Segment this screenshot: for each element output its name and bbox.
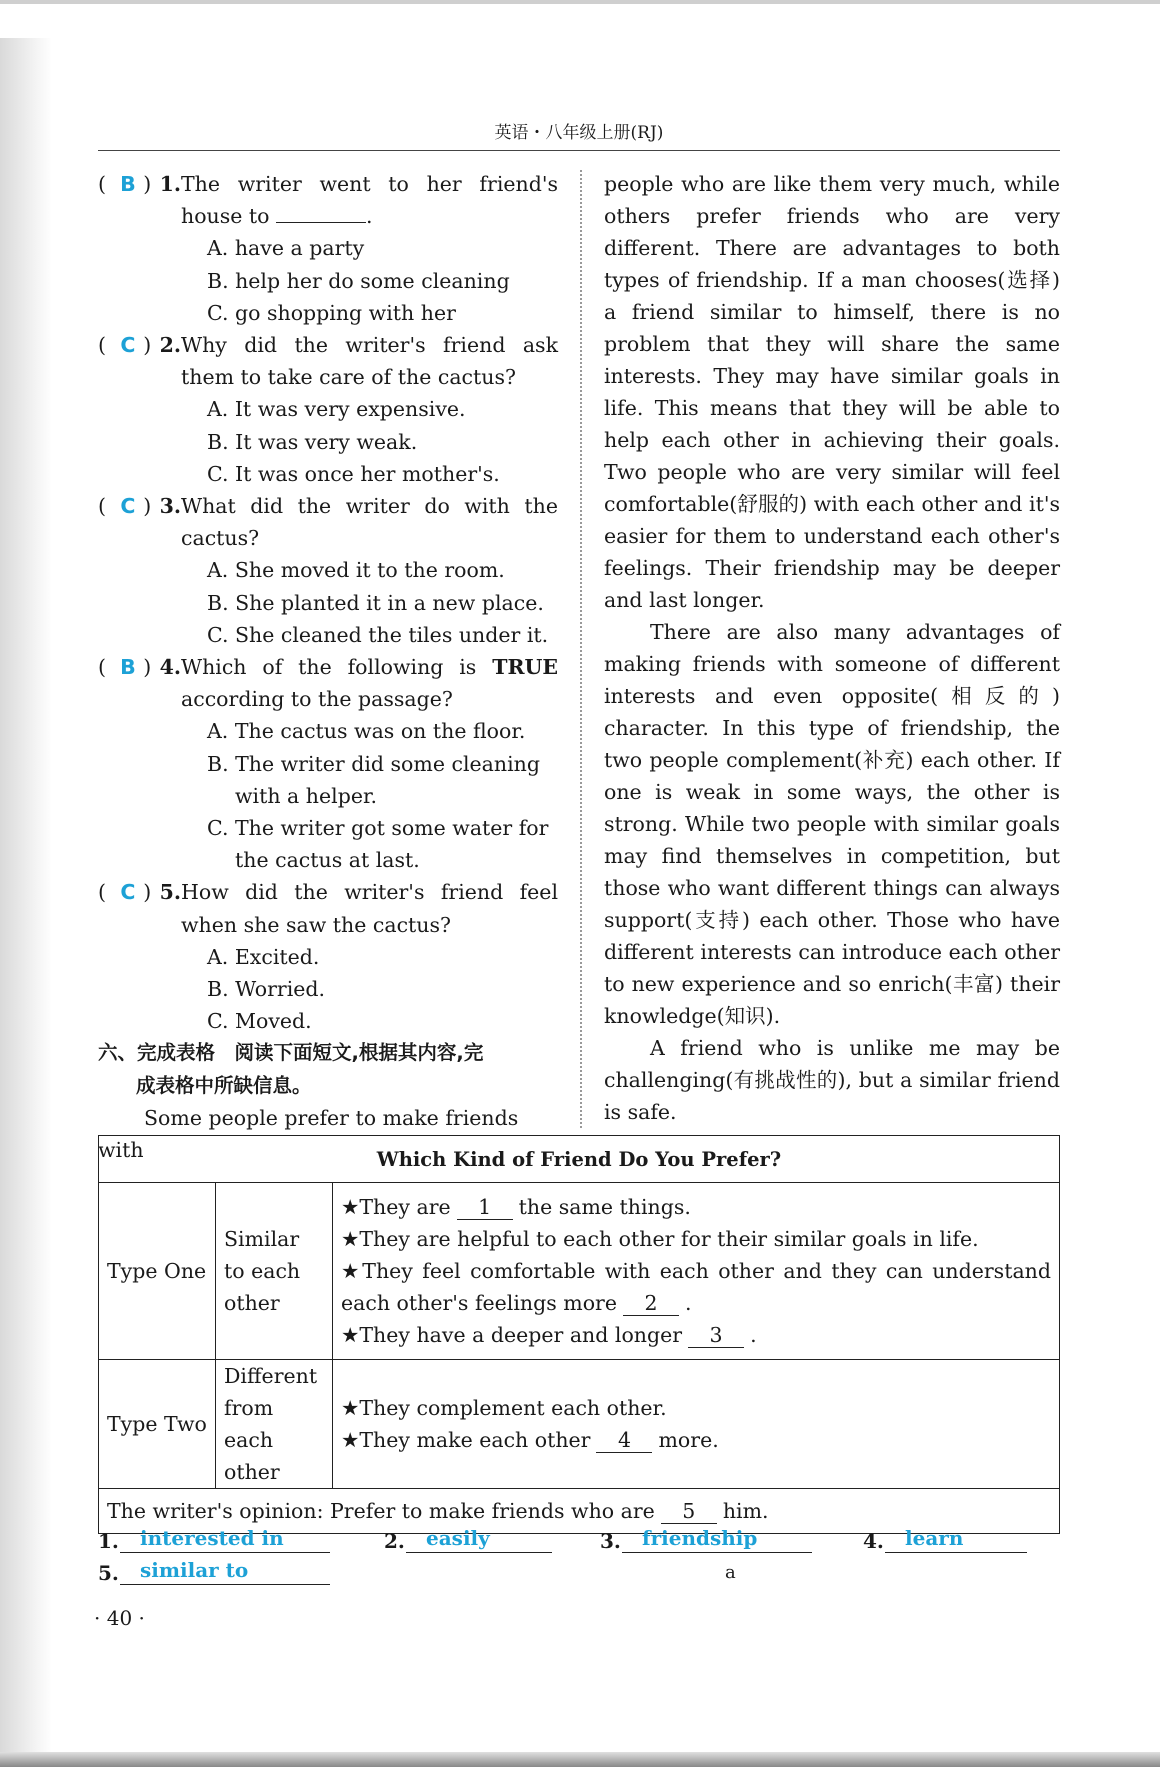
answer-item: 5. similar to [98,1556,330,1585]
answer-value: interested in [120,1524,330,1553]
answer-mark: B [120,655,136,680]
passage-intro: Some people prefer to make friends with [98,1105,519,1163]
option: B. It was very weak. [207,429,418,454]
passage-column [604,168,1060,1128]
option: A. She moved it to the room. [207,558,505,583]
passage-paragraph: people who are like them very much, while others prefer friends who are very different. There are advantages to both types of friendship. If a man chooses(选择) a friend similar to himself, there is no problem that they will share the same interests. They may have similar goals in life. This means that they will be able to help each other in achieving their goals. Two people who are very similar will feel comfortable(舒服的) with each other and it's easier for them to understand each other's feelings. Their friendship may be deeper and last longer. [604,172,1060,612]
friend-table [98,1135,1060,1534]
option: C. go shopping with her [207,300,456,325]
table-blank: 2 [623,1291,679,1316]
type-two-label: Type Two [99,1360,216,1489]
answer-mark: C [120,333,136,358]
passage-paragraph: There are also many advantages of making friends with someone of different interests and even opposite(相反的) character. In this type of friendship, the two people complement(补充) each other. If one is weak in some ways, the other is strong. While two people with similar goals may find themselves in competition, but those who want different things can always support(支持) each other. Those who have different interests can introduce each other to new experience and so enrich(丰富) their knowledge(知识). [604,620,1060,1028]
type-two-details: ★They complement each other. ★They make each other 4 more. [333,1360,1060,1489]
option: A. Excited. [207,944,320,969]
option: C. It was once her mother's. [207,461,500,486]
answer-mark: B [120,172,136,196]
option: B. The writer did some cleaning [207,751,540,776]
column-divider [580,170,582,1128]
option: B. help her do some cleaning [207,268,510,293]
answer-item: 1. interested in [98,1524,330,1553]
question-4: ( B ) 4. Which of the following is TRUE according to the passage? [98,651,558,715]
top-edge [0,0,1160,4]
option: A. The cactus was on the floor. [207,719,526,744]
question-2: ( C ) 2. Why did the writer's friend ask them to take care of the cactus? [98,329,558,393]
answer-item: 3. friendship [600,1524,812,1553]
page-header: 英语・八年级上册(RJ) [98,118,1060,151]
answer-mark: C [120,880,136,905]
answer-value: learn [885,1524,1027,1553]
answer-value: similar to [120,1556,330,1585]
type-one-desc: Similar to each other [216,1183,333,1360]
section-title-continued: 成表格中所缺信息。 [136,1073,312,1097]
table-title: Which Kind of Friend Do You Prefer? [99,1136,1060,1183]
option: A. It was very expensive. [207,397,466,422]
answer-item: 2. easily [384,1524,552,1553]
fill-blank [276,200,366,223]
option: B. Worried. [207,977,326,1002]
table-blank: 5 [661,1499,717,1524]
passage-paragraph: A friend who is unlike me may be challenging(有挑战性的), but a similar friend is safe. [604,1036,1060,1124]
question-5: ( C ) 5. How did the writer's friend feel when she saw the cactus? [98,876,558,940]
bottom-edge [0,1752,1160,1767]
answer-value: friendship [622,1524,812,1553]
type-two-desc: Different from each other [216,1360,333,1489]
option: B. She planted it in a new place. [207,590,544,615]
stray-mark: a [725,1562,736,1583]
question-3: ( C ) 3. What did the writer do with the cactus? [98,490,558,554]
option-continued: the cactus at last. [235,848,420,873]
page-number: · 40 · [94,1606,145,1630]
answer-mark: C [120,494,136,519]
answer-value: easily [406,1524,552,1553]
type-one-label: Type One [99,1183,216,1360]
option-continued: with a helper. [235,783,378,808]
type-one-details: ★They are 1 the same things. ★They are helpful to each other for their similar goals in life. ★They feel comfortable with each other and they can understand each other's feelings more 2 . ★They have a deeper and longer 3 . [333,1183,1060,1360]
question-1: ( B ) 1. The writer went to her friend's house to . [98,168,558,232]
page-shadow [0,38,52,1752]
option: C. She cleaned the tiles under it. [207,622,549,647]
section-title: 六、完成表格 阅读下面短文,根据其内容,完 [98,1041,484,1065]
option: A. have a party [207,236,365,261]
option: C. Moved. [207,1009,312,1034]
table-blank: 1 [457,1195,513,1220]
answer-item: 4. learn [863,1524,1027,1553]
questions-column [98,168,558,1166]
table-blank: 3 [688,1323,744,1348]
option: C. The writer got some water for [207,816,549,841]
writer-opinion: The writer's opinion: Prefer to make friends who are 5 him. [99,1489,1060,1534]
table-blank: 4 [596,1428,652,1453]
